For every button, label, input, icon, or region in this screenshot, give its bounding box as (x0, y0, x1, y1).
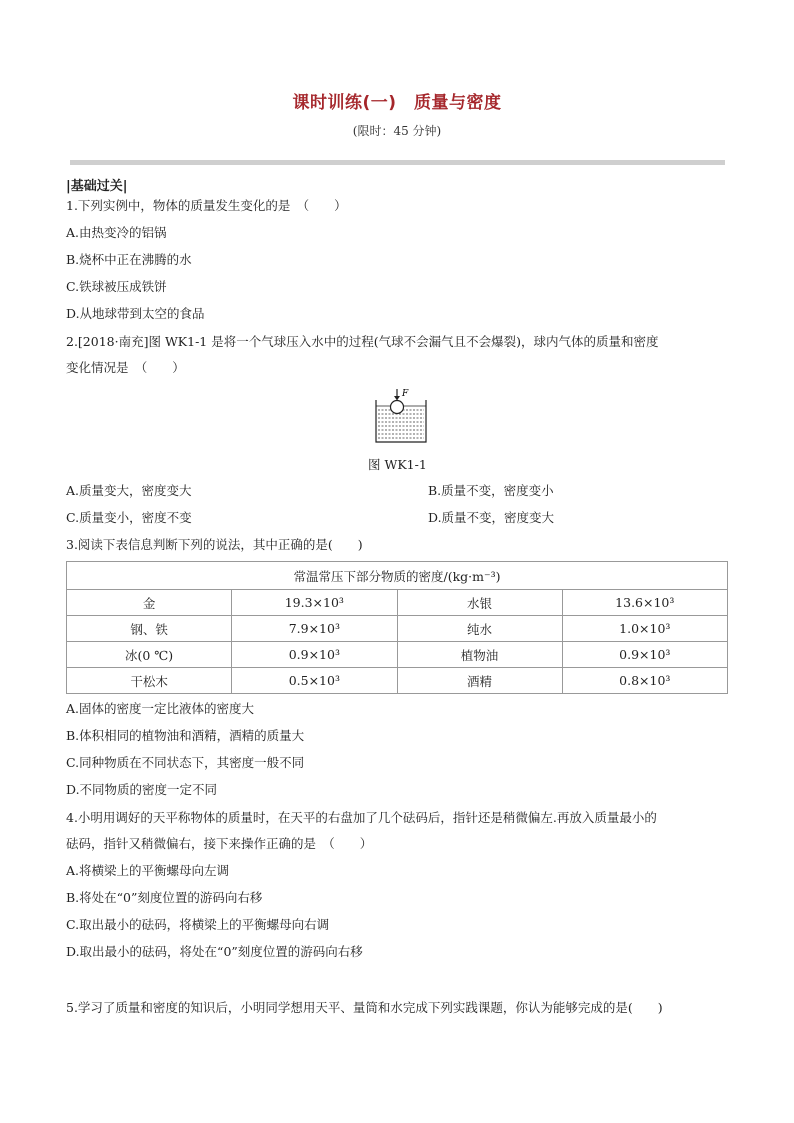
q3-stem: 3.阅读下表信息判断下列的说法，其中正确的是( ) (66, 537, 363, 552)
table-cell: 0.5×10³ (232, 668, 397, 694)
q4-option-a: A.将横梁上的平衡螺母向左调 (66, 863, 230, 878)
table-caption-row (67, 562, 728, 590)
q4-option-c: C.取出最小的砝码，将横梁上的平衡螺母向右调 (66, 917, 330, 932)
table-cell: 植物油 (397, 642, 562, 668)
q1-stem: 1.下列实例中，物体的质量发生变化的是 （ ） (66, 198, 347, 213)
q1-option-b: B.烧杯中正在沸腾的水 (66, 252, 192, 267)
q4-stem-line2: 砝码，指针又稍微偏右，接下来操作正确的是 （ ） (66, 836, 373, 851)
q2-option-c: C.质量变小，密度不变 (66, 510, 192, 525)
q3-option-c: C.同种物质在不同状态下，其密度一般不同 (66, 755, 305, 770)
q3-option-a: A.固体的密度一定比液体的密度大 (66, 701, 255, 716)
q4-option-b: B.将处在“0”刻度位置的游码向右移 (66, 890, 263, 905)
density-table (66, 561, 728, 694)
header-divider (70, 160, 725, 165)
table-cell: 7.9×10³ (232, 616, 397, 642)
table-row (67, 668, 728, 694)
page-title: 课时训练(一) 质量与密度 (292, 93, 502, 113)
q4-stem-line1: 4.小明用调好的天平称物体的质量时，在天平的右盘加了几个砝码后，指针还是稍微偏左.再放入质量最小的 (66, 810, 657, 825)
q3-option-d: D.不同物质的密度一定不同 (66, 782, 218, 797)
q4-option-d: D.取出最小的砝码，将处在“0”刻度位置的游码向右移 (66, 944, 363, 959)
table-caption: 常温常压下部分物质的密度/(kg·m⁻³) (67, 562, 728, 590)
q1-option-c: C.铁球被压成铁饼 (66, 279, 167, 294)
q1-option-d: D.从地球带到太空的食品 (66, 306, 205, 321)
table-cell: 纯水 (397, 616, 562, 642)
q2-option-b: B.质量不变，密度变小 (428, 483, 554, 498)
q2-stem-line2: 变化情况是 （ ） (66, 360, 185, 375)
table-cell: 金 (67, 590, 232, 616)
q3-option-b: B.体积相同的植物油和酒精，酒精的质量大 (66, 728, 305, 743)
table-cell: 酒精 (397, 668, 562, 694)
q2-option-a: A.质量变大，密度变大 (66, 483, 192, 498)
table-cell: 干松木 (67, 668, 232, 694)
q2-stem-line1: 2.[2018·南充]图 WK1-1 是将一个气球压入水中的过程(气球不会漏气且不会爆裂)，球内气体的质量和密度 (66, 334, 659, 349)
time-limit: (限时：45 分钟) (352, 124, 442, 138)
table-row (67, 590, 728, 616)
table-cell: 1.0×10³ (562, 616, 727, 642)
q2-option-d: D.质量不变，密度变大 (428, 510, 555, 525)
table-row (67, 616, 728, 642)
table-cell: 13.6×10³ (562, 590, 727, 616)
table-cell: 冰(0 ℃) (67, 642, 232, 668)
table-cell: 0.8×10³ (562, 668, 727, 694)
force-label: F (402, 389, 409, 399)
q1-option-a: A.由热变冷的铝锅 (66, 225, 167, 240)
table-row (67, 642, 728, 668)
table-cell: 0.9×10³ (232, 642, 397, 668)
table-cell: 钢、铁 (67, 616, 232, 642)
q5-stem: 5.学习了质量和密度的知识后，小明同学想用天平、量筒和水完成下列实践课题，你认为能够完成的是( ) (66, 1000, 663, 1015)
balloon-in-water-figure (373, 388, 429, 444)
table-cell: 0.9×10³ (562, 642, 727, 668)
table-cell: 19.3×10³ (232, 590, 397, 616)
figure-caption: 图 WK1-1 (368, 457, 427, 472)
table-cell: 水银 (397, 590, 562, 616)
section-heading: |基础过关| (66, 179, 128, 194)
